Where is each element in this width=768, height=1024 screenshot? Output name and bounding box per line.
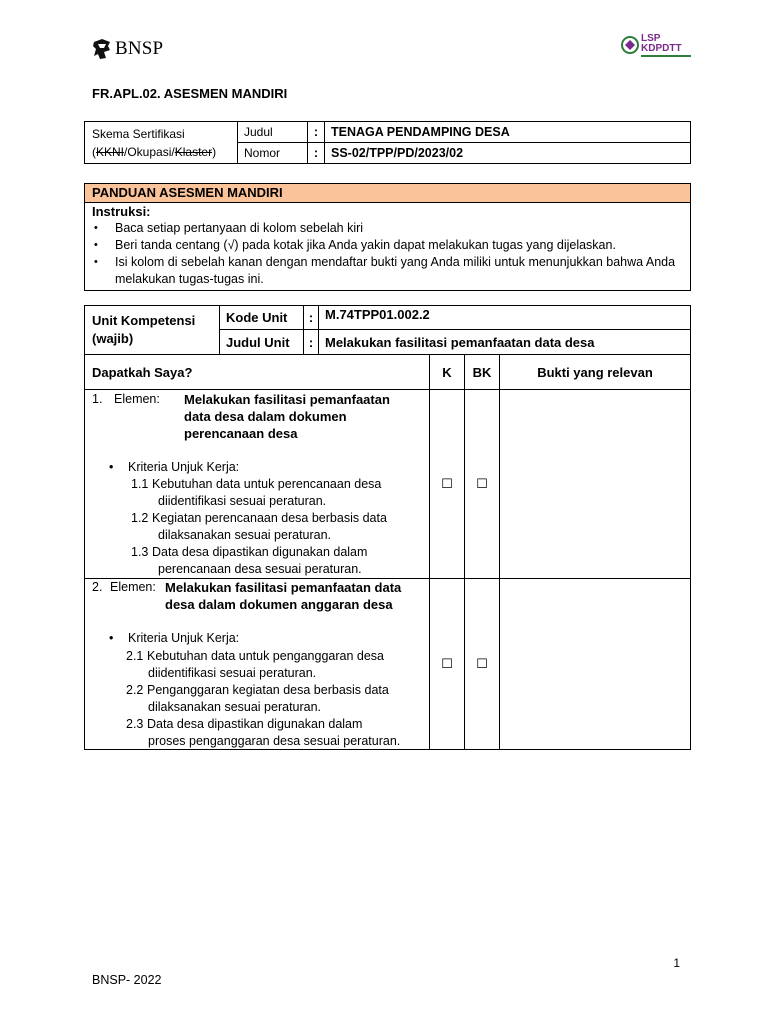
lsp-logo-line2: KDPDTT xyxy=(641,43,682,54)
criteria-2-1-num: 2.1 xyxy=(126,649,144,663)
criteria-2-2-num: 2.2 xyxy=(126,683,144,697)
judul-unit-value: Melakukan fasilitasi pemanfaatan data desa xyxy=(319,330,691,355)
form-title: FR.APL.02. ASESMEN MANDIRI xyxy=(92,86,288,101)
element-2-k-checkbox[interactable]: ☐ xyxy=(430,579,465,750)
element-1-bk-checkbox[interactable]: ☐ xyxy=(465,390,500,579)
judul-colon: : xyxy=(308,122,325,143)
criteria-2-1-line1: Kebutuhan data untuk penganggaran desa xyxy=(147,649,385,663)
criteria-1-1-line2: diidentifikasi sesuai peraturan. xyxy=(158,494,327,508)
element-1-label: Elemen: xyxy=(114,392,160,406)
criteria-1-1-line1: Kebutuhan data untuk perencanaan desa xyxy=(152,477,382,491)
criteria-1-1-num: 1.1 xyxy=(131,477,149,491)
criteria-2-3-line1: Data desa dipastikan digunakan dalam xyxy=(147,717,363,731)
criteria-1-2-line1: Kegiatan perencanaan desa berbasis data xyxy=(152,511,387,525)
schema-label-klaster: Klaster xyxy=(174,144,213,159)
page-number: 1 xyxy=(673,956,680,970)
element-1-cell xyxy=(85,390,430,579)
judul-label: Judul xyxy=(238,122,308,143)
element-1-k-checkbox[interactable]: ☐ xyxy=(430,390,465,579)
nomor-colon: : xyxy=(308,143,325,164)
element-2-title-line: desa dalam dokumen anggaran desa xyxy=(165,597,393,612)
element-1-title xyxy=(184,391,414,442)
element-2-bukti-field[interactable] xyxy=(500,579,691,750)
nomor-value: SS-02/TPP/PD/2023/02 xyxy=(325,143,691,164)
element-1-kuk-label: Kriteria Unjuk Kerja: xyxy=(128,460,240,474)
criteria-1-2-num: 1.2 xyxy=(131,511,149,525)
instruksi-label: Instruksi: xyxy=(92,204,151,219)
criteria-2-2-line2: dilaksanakan sesuai peraturan. xyxy=(148,700,322,714)
criteria-1-2-line2: dilaksanakan sesuai peraturan. xyxy=(158,528,332,542)
instruksi-item: • Beri tanda centang (√) pada kotak jika Anda yakin dapat melakukan tugas yang dijelaskan. xyxy=(115,237,683,254)
col-bk-header: BK xyxy=(465,355,500,390)
criteria-2-3-line2: proses penganggaran desa sesuai peraturan. xyxy=(148,734,401,748)
lsp-kdpdtt-logo xyxy=(620,33,700,63)
element-2-bk-checkbox[interactable]: ☐ xyxy=(465,579,500,750)
criteria-1-3-line2: perencanaan desa sesuai peraturan. xyxy=(158,562,362,576)
element-2-title xyxy=(165,579,425,613)
element-2-cell xyxy=(85,579,430,750)
footer-text: BNSP- 2022 xyxy=(92,973,162,987)
instruksi-item: • Baca setiap pertanyaan di kolom sebelah kiri xyxy=(115,220,683,237)
element-2-kuk-bullet: • xyxy=(109,631,114,645)
element-1-bukti-field[interactable] xyxy=(500,390,691,579)
bnsp-logo-text: BNSP xyxy=(115,38,164,59)
panduan-title: PANDUAN ASESMEN MANDIRI xyxy=(85,184,690,203)
col-question-header: Dapatkah Saya? xyxy=(85,355,430,390)
lsp-logo-underline xyxy=(641,55,691,57)
schema-label-open: ( xyxy=(92,144,96,159)
element-1-kuk-bullet: • xyxy=(109,460,114,474)
criteria-1-3-num: 1.3 xyxy=(131,545,149,559)
criteria-2-2-line1: Penganggaran kegiatan desa berbasis data xyxy=(147,683,389,697)
kode-unit-value: M.74TPP01.002.2 xyxy=(319,306,691,330)
schema-label-okupasi: /Okupasi/ xyxy=(124,144,175,159)
element-1-title-line: Melakukan fasilitasi pemanfaatan xyxy=(184,392,390,407)
element-1-title-line: data desa dalam dokumen xyxy=(184,409,347,424)
instruksi-list xyxy=(92,220,683,288)
nomor-label: Nomor xyxy=(238,143,308,164)
schema-table xyxy=(84,121,691,164)
bnsp-emblem-icon xyxy=(92,38,112,60)
unit-table xyxy=(84,305,691,750)
element-1-number: 1. xyxy=(92,392,103,406)
kode-unit-label: Kode Unit xyxy=(220,306,304,330)
judul-unit-label: Judul Unit xyxy=(220,330,304,355)
lsp-logo-line1: LSP xyxy=(641,33,661,44)
panduan-box xyxy=(84,183,691,291)
kode-unit-colon: : xyxy=(304,306,319,330)
bnsp-logo xyxy=(92,36,163,62)
instruksi-item: • Isi kolom di sebelah kanan dengan mendaftar bukti yang Anda miliki untuk menunjukkan bahwa Anda melakukan tugas-tugas ini. xyxy=(115,254,683,288)
lsp-leaf-icon xyxy=(620,35,640,55)
element-1-title-line: perencanaan desa xyxy=(184,426,298,441)
schema-label-text: Skema Sertifikasi xyxy=(92,126,185,141)
schema-label-kkni: KKNI xyxy=(96,144,125,159)
schema-label-close: ) xyxy=(212,144,217,159)
judul-unit-colon: : xyxy=(304,330,319,355)
element-2-number: 2. xyxy=(92,580,103,594)
criteria-1-3-line1: Data desa dipastikan digunakan dalam xyxy=(152,545,368,559)
col-k-header: K xyxy=(430,355,465,390)
element-2-kuk-label: Kriteria Unjuk Kerja: xyxy=(128,631,240,645)
element-2-label: Elemen: xyxy=(110,580,156,594)
unit-label: Unit Kompetensi (wajib) xyxy=(85,306,220,355)
criteria-2-3-num: 2.3 xyxy=(126,717,144,731)
judul-value: TENAGA PENDAMPING DESA xyxy=(325,122,691,143)
element-2-title-line: Melakukan fasilitasi pemanfaatan data xyxy=(165,580,402,595)
criteria-2-1-line2: diidentifikasi sesuai peraturan. xyxy=(148,666,317,680)
schema-label xyxy=(85,122,238,164)
col-bukti-header: Bukti yang relevan xyxy=(500,355,691,390)
